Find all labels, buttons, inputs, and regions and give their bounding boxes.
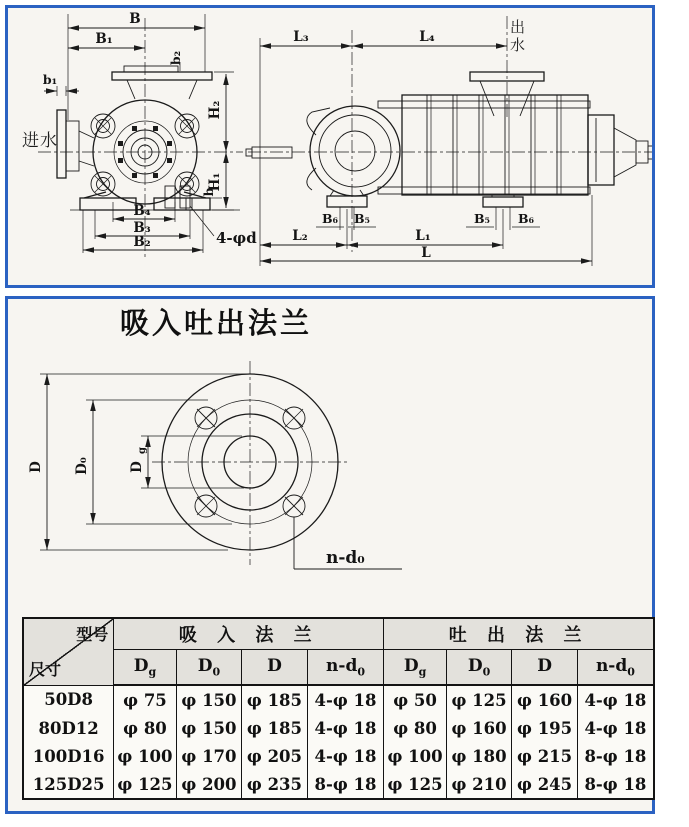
- col-header: $D_0$: [176, 650, 242, 686]
- dim-cell: 4-φ 18: [307, 742, 384, 770]
- end-cover: [588, 115, 652, 185]
- inlet-label: 进水: [22, 131, 58, 150]
- dim-cell: φ 80: [114, 714, 176, 742]
- dim-cell: φ 150: [176, 714, 242, 742]
- col-header: $D_g$: [384, 650, 446, 686]
- table-row: [23, 685, 654, 714]
- dim-cell: φ 160: [512, 685, 578, 714]
- col-header: $D_g$: [114, 650, 176, 686]
- corner-size-label: 尺寸: [29, 661, 62, 679]
- dim-cell: φ 160: [446, 714, 512, 742]
- dim-label-L: L: [421, 245, 431, 261]
- dim-label-B: B: [129, 11, 141, 27]
- dim-cell: φ 185: [242, 685, 308, 714]
- table-row: [23, 770, 654, 799]
- dim-cell: φ 50: [384, 685, 446, 714]
- dim-label-L4: L₄: [419, 29, 435, 45]
- flange-face: [152, 361, 350, 565]
- dim-label-Dg-sub: g: [137, 447, 148, 454]
- suction-flange-header: 吸 入 法 兰: [114, 618, 384, 650]
- col-header: $n-d_0$: [307, 650, 384, 686]
- dim-label-b2: b₂: [168, 50, 183, 66]
- dim-cell: φ 125: [446, 685, 512, 714]
- dim-cell: φ 180: [446, 742, 512, 770]
- model-cell: 125D25: [23, 770, 114, 799]
- bolt-hole-note: 4-φd: [216, 229, 257, 247]
- dim-cell: φ 150: [176, 685, 242, 714]
- suction-flange: [57, 110, 94, 178]
- dim-cell: φ 245: [512, 770, 578, 799]
- dim-label-B2: B₂: [133, 234, 151, 250]
- dim-label-L2: L₂: [292, 228, 308, 244]
- dim-cell: φ 195: [512, 714, 578, 742]
- pump-side-view: [246, 16, 652, 266]
- flange-dimensions: [28, 374, 402, 569]
- section-title: 吸入吐出法兰: [120, 308, 313, 340]
- bolt-count-note: n-d₀: [326, 548, 365, 568]
- dim-cell: φ 235: [242, 770, 308, 799]
- model-cell: 80D12: [23, 714, 114, 742]
- pump-dimension-drawing: [8, 8, 652, 285]
- flange-diagram: [8, 339, 652, 609]
- dim-cell: 4-φ 18: [307, 714, 384, 742]
- dim-label-B4: B₄: [133, 203, 151, 219]
- dim-cell: 8-φ 18: [577, 742, 654, 770]
- col-header: $D_0$: [446, 650, 512, 686]
- dim-cell: φ 170: [176, 742, 242, 770]
- dim-cell: φ 100: [384, 742, 446, 770]
- shaft: [246, 147, 292, 158]
- table-corner-cell: [23, 618, 114, 685]
- dim-cell: φ 215: [512, 742, 578, 770]
- dim-label-L1: L₁: [415, 228, 431, 244]
- support-feet: [483, 195, 523, 207]
- dim-label-L3: L₃: [293, 29, 309, 45]
- dim-cell: 4-φ 18: [577, 685, 654, 714]
- dim-cell: φ 205: [242, 742, 308, 770]
- table-row: [23, 714, 654, 742]
- end-view-dimensions: [43, 11, 257, 253]
- dim-cell: φ 125: [384, 770, 446, 799]
- flange-panel: [5, 296, 655, 814]
- dim-label-B5-left: B₅: [353, 211, 371, 226]
- dim-label-H2: H₂: [207, 100, 223, 120]
- dim-cell: φ 185: [242, 714, 308, 742]
- dim-cell: 8-φ 18: [577, 770, 654, 799]
- dim-label-B5-right: B₅: [473, 211, 491, 226]
- dim-cell: 4-φ 18: [307, 685, 384, 714]
- dim-label-b: b: [201, 187, 216, 197]
- dim-label-D: D: [28, 461, 44, 473]
- col-header: $n-d_0$: [577, 650, 654, 686]
- flange-dimension-table: [22, 617, 655, 800]
- dim-label-H1: H₁: [207, 172, 223, 192]
- pump-end-view: [38, 11, 257, 258]
- col-header: D: [512, 650, 578, 686]
- dim-label-B6-right: B₆: [517, 211, 535, 226]
- dim-label-B3: B₃: [133, 220, 151, 236]
- dim-cell: φ 200: [176, 770, 242, 799]
- dim-cell: φ 80: [384, 714, 446, 742]
- corner-model-label: 型号: [76, 627, 109, 644]
- dim-cell: φ 100: [114, 742, 176, 770]
- model-cell: 100D16: [23, 742, 114, 770]
- bearing-housing: [307, 106, 400, 207]
- top-flange: [112, 66, 212, 99]
- dim-label-B1: B₁: [95, 31, 113, 47]
- dim-label-D0: D₀: [74, 457, 90, 475]
- dim-cell: 8-φ 18: [307, 770, 384, 799]
- dim-label-B6-left: B₆: [321, 211, 339, 226]
- dim-cell: φ 75: [114, 685, 176, 714]
- model-cell: 50D8: [23, 685, 114, 714]
- dim-cell: φ 210: [446, 770, 512, 799]
- stage-casing: [378, 95, 590, 195]
- col-header: D: [242, 650, 308, 686]
- dim-cell: 4-φ 18: [577, 714, 654, 742]
- outlet-label: 出水: [508, 19, 525, 55]
- dim-label-Dg-base: D: [129, 461, 145, 473]
- dim-cell: φ 125: [114, 770, 176, 799]
- dim-label-b1: b₁: [42, 72, 58, 87]
- dimension-drawing-panel: [5, 5, 655, 288]
- table-row: [23, 742, 654, 770]
- discharge-flange-header: 吐 出 法 兰: [384, 618, 654, 650]
